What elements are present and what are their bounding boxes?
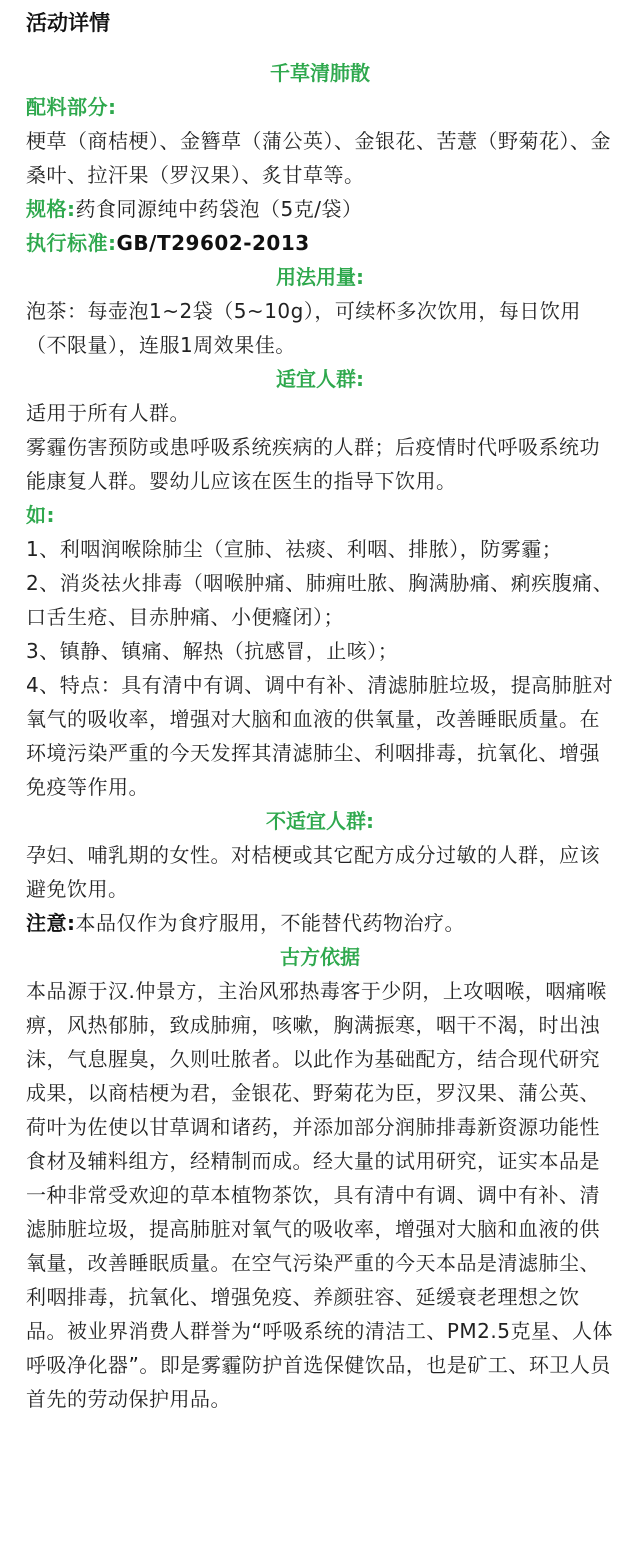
- usage-heading: 用法用量:: [276, 265, 364, 289]
- notice-text: 本品仅作为食疗服用，不能替代药物治疗。: [75, 911, 465, 935]
- product-title: 千草清肺散: [270, 61, 370, 85]
- spec-label: 规格:: [26, 197, 76, 221]
- spec-text: 药食同源纯中药袋泡（5克/袋）: [75, 197, 363, 221]
- ingredients-label-text: 配料部分:: [26, 95, 117, 119]
- suitable-heading: 适宜人群:: [276, 367, 364, 391]
- examples-label-line: [26, 498, 614, 532]
- basis-text: 本品源于汉.仲景方，主治风邪热毒客于少阴，上攻咽喉，咽痛喉痹，风热郁肺，致成肺痈，咳嗽，胸满振寒，咽干不渴，时出浊沫，气息腥臭，久则吐脓者。以此作为基础配方，结合现代研究成果，以商桔梗为君，金银花、野菊花为臣，罗汉果、蒲公英、荷叶为佐使以甘草调和诸药，并添加部分润肺排毒新资源功能性食材及辅料组方，经精制而成。经大量的试用研究，证实本品是一种非常受欢迎的草本植物茶饮，具有清中有调、调中有补、清滤肺脏垃圾，提高肺脏对氧气的吸收率，增强对大脑和血液的供氧量，改善睡眠质量。在空气污染严重的今天本品是清滤肺尘、利咽排毒，抗氧化、增强免疫、养颜驻容、延缓衰老理想之饮品。被业界消费人群誉为“呼吸系统的清洁工、PM2.5克星、人体呼吸净化器”。即是雾霾防护首选保健饮品，也是矿工、环卫人员首先的劳动保护用品。: [26, 979, 613, 1411]
- notice-label: 注意:: [26, 911, 76, 935]
- standard-text: GB/T29602-2013: [116, 231, 310, 255]
- usage-text: 泡茶：每壶泡1~2袋（5~10g），可续杯多次饮用，每日饮用（不限量），连服1周效果佳。: [26, 299, 581, 357]
- examples-label: 如:: [26, 503, 55, 527]
- standard-label: 执行标准:: [26, 231, 117, 255]
- suitable-para-2: 雾霾伤害预防或患呼吸系统疾病的人群；后疫情时代呼吸系统功能康复人群。婴幼儿应该在医生的指导下饮用。: [26, 435, 600, 493]
- spec-line: [26, 192, 614, 226]
- example-item: 1、利咽润喉除肺尘（宣肺、祛痰、利咽、排脓），防雾霾；: [26, 537, 563, 561]
- example-item: 2、消炎祛火排毒（咽喉肿痛、肺痈吐脓、胸满胁痛、痢疾腹痛、口舌生疮、目赤肿痛、小便癃闭）；: [26, 571, 614, 629]
- page-title: 活动详情: [26, 11, 110, 35]
- unsuitable-text: 孕妇、哺乳期的女性。对桔梗或其它配方成分过敏的人群，应该避免饮用。: [26, 843, 600, 901]
- example-item: 4、特点：具有清中有调、调中有补、清滤肺脏垃圾，提高肺脏对氧气的吸收率，增强对大脑和血液的供氧量，改善睡眠质量。在环境污染严重的今天发挥其清滤肺尘、利咽排毒，抗氧化、增强免疫等作用。: [26, 673, 614, 799]
- example-item: 3、镇静、镇痛、解热（抗感冒，止咳）；: [26, 639, 399, 663]
- ingredients-text: 梗草（商桔梗）、金簪草（蒲公英）、金银花、苦薏（野菊花）、金桑叶、拉汗果（罗汉果）、炙甘草等。: [26, 129, 611, 187]
- unsuitable-heading: 不适宜人群:: [266, 809, 374, 833]
- suitable-para-1: 适用于所有人群。: [26, 401, 190, 425]
- notice-line: [26, 906, 614, 940]
- standard-line: [26, 226, 614, 260]
- basis-heading: 古方依据: [280, 945, 360, 969]
- ingredients-label: [26, 90, 614, 124]
